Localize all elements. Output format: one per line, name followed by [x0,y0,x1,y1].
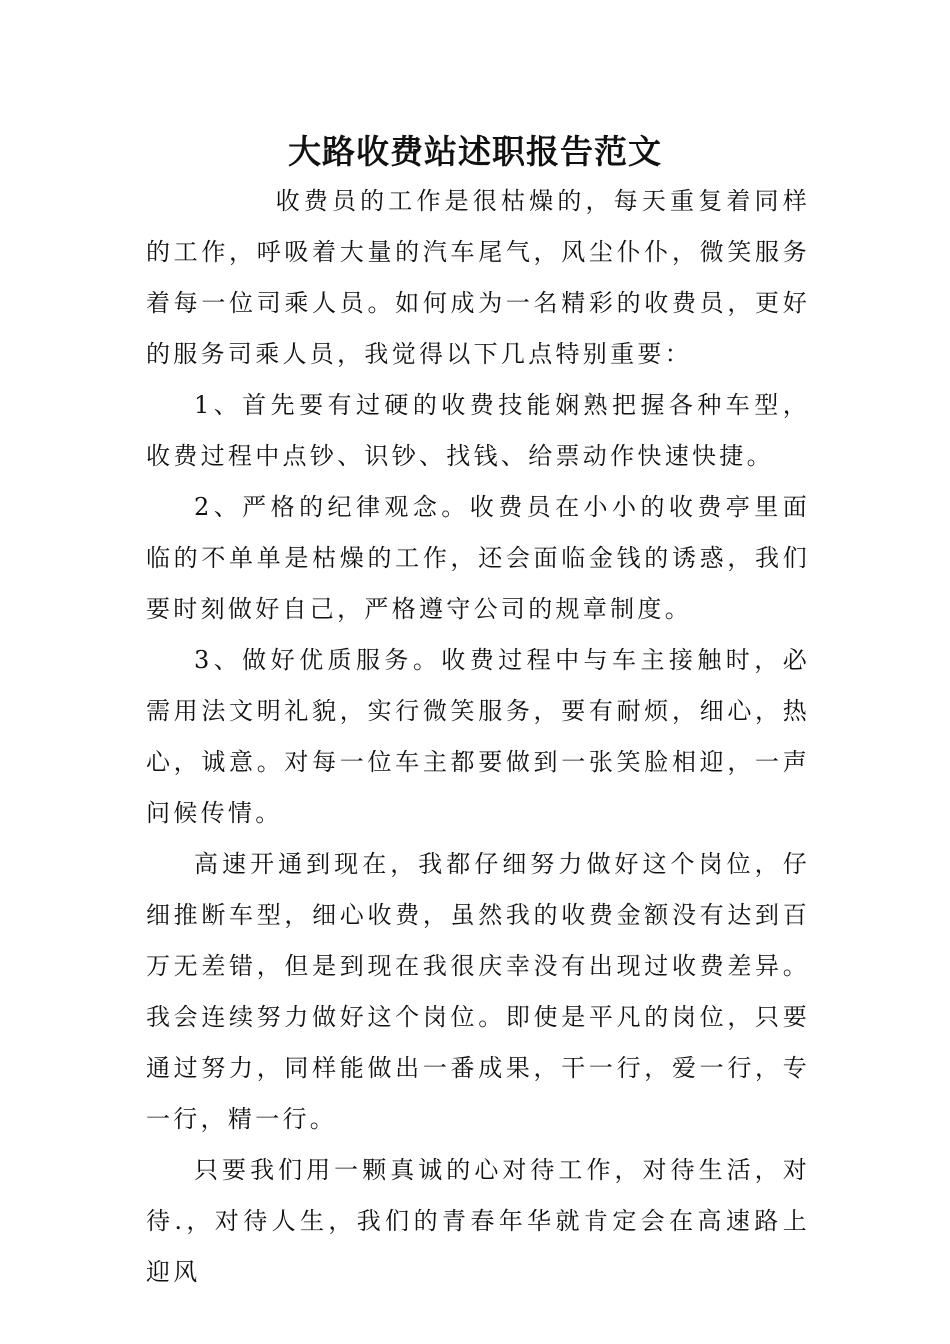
document-body [146,176,810,1298]
paragraph-closing: 只要我们用一颗真诚的心对待工作，对待生活，对待.，对待人生，我们的青春年华就肯定会在高速路上迎风 [146,1156,810,1286]
document-title: 大路收费站述职报告范文 [288,132,662,171]
paragraph-point-2: 2、严格的纪律观念。收费员在小小的收费亭里面临的不单单是枯燥的工作，还会面临金钱的诱惑，我们要时刻做好自己，严格遵守公司的规章制度。 [146,493,810,623]
paragraph-experience: 高速开通到现在，我都仔细努力做好这个岗位，仔细推断车型，细心收费，虽然我的收费金额没有达到百万无差错，但是到现在我很庆幸没有出现过收费差异。我会连续努力做好这个岗位。即使是平凡的岗位，只要通过努力，同样能做出一番成果，干一行，爱一行，专一行，精一行。 [146,850,810,1133]
paragraph-point-1: 1、首先要有过硬的收费技能娴熟把握各种车型，收费过程中点钞、识钞、找钱、给票动作快速快捷。 [146,391,810,470]
paragraph-point-3: 3、做好优质服务。收费过程中与车主接触时，必需用法文明礼貌，实行微笑服务，要有耐烦，细心，热心，诚意。对每一位车主都要做到一张笑脸相迎，一声问候传情。 [146,646,810,827]
paragraph-intro: 收费员的工作是很枯燥的，每天重复着同样的工作，呼吸着大量的汽车尾气，风尘仆仆，微笑服务着每一位司乘人员。如何成为一名精彩的收费员，更好的服务司乘人员，我觉得以下几点特别重要： [146,187,810,368]
